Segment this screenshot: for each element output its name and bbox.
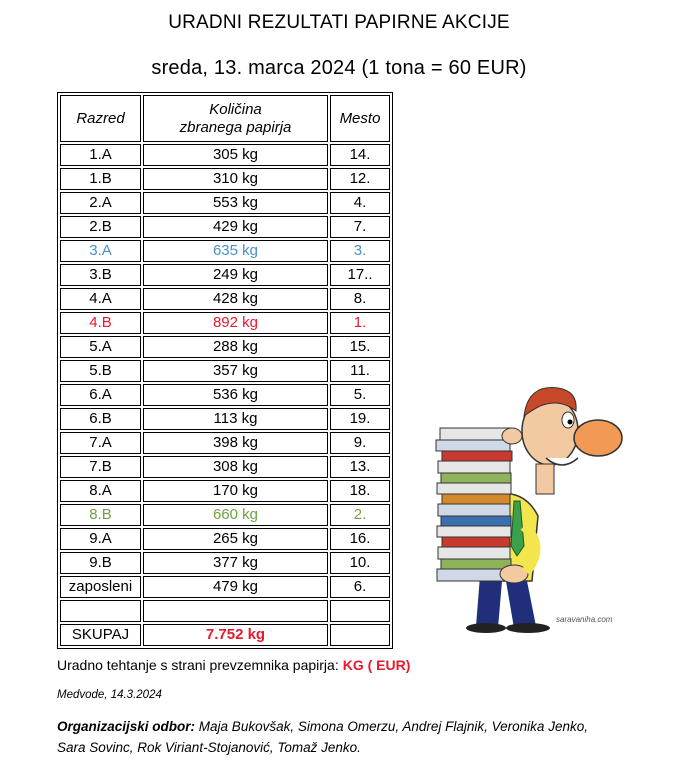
page-subtitle: sreda, 13. marca 2024 (1 tona = 60 EUR) [151,57,527,79]
cell-amount: 377 kg [143,552,328,574]
cell-place: 1. [330,312,390,334]
cell-class: 2.A [60,192,141,214]
empty-cell [143,600,328,622]
cell-place: 5. [330,384,390,406]
cartoon-watermark: saravaniha.com [556,615,613,624]
date-line: Medvode, 14.3.2024 [57,689,162,701]
cell-place: 10. [330,552,390,574]
header-place: Mesto [330,95,390,142]
cell-amount: 660 kg [143,504,328,526]
table-header-row [60,95,390,142]
cell-amount: 635 kg [143,240,328,262]
cell-place: 9. [330,432,390,454]
note-text: Uradno tehtanje s strani prevzemnika papirja: [57,657,339,673]
organizing-committee [57,716,617,758]
cell-class: 7.A [60,432,141,454]
table-row [60,480,390,502]
table-row [60,408,390,430]
cell-place: 16. [330,528,390,550]
empty-cell [330,600,390,622]
table-row [60,288,390,310]
table-row [60,144,390,166]
table-row [60,168,390,190]
man-carrying-papers-illustration [428,376,630,634]
cell-place: 7. [330,216,390,238]
cell-place: 2. [330,504,390,526]
official-weighing-note [57,657,410,673]
cell-class: 7.B [60,456,141,478]
cell-amount: 170 kg [143,480,328,502]
table-empty-row [60,600,390,622]
cell-amount: 429 kg [143,216,328,238]
cell-amount: 357 kg [143,360,328,382]
table-row [60,216,390,238]
cell-place: 4. [330,192,390,214]
cell-amount: 265 kg [143,528,328,550]
table-row [60,312,390,334]
cell-amount: 310 kg [143,168,328,190]
cell-amount: 288 kg [143,336,328,358]
cell-place: 12. [330,168,390,190]
table-row [60,456,390,478]
table-row [60,336,390,358]
table-row [60,552,390,574]
cell-class: 9.B [60,552,141,574]
committee-members: Maja Bukovšak, Simona Omerzu, Andrej Flajnik, Veronika Jenko, Sara Sovinc, Rok Viriant-Stojanović, Tomaž Jenko. [57,719,588,755]
header-amount [143,95,328,142]
cell-place: 14. [330,144,390,166]
cell-place: 15. [330,336,390,358]
cell-class: 5.B [60,360,141,382]
cell-place: 8. [330,288,390,310]
table-row [60,384,390,406]
page-title: URADNI REZULTATI PAPIRNE AKCIJE [168,12,510,33]
cell-amount: 308 kg [143,456,328,478]
cell-class: 3.B [60,264,141,286]
table-row [60,192,390,214]
cell-class: 1.A [60,144,141,166]
cell-class: 3.A [60,240,141,262]
cell-place: 19. [330,408,390,430]
cell-class: 4.A [60,288,141,310]
cell-class: 1.B [60,168,141,190]
table-row [60,504,390,526]
header-class: Razred [60,95,141,142]
cell-class: 4.B [60,312,141,334]
cell-amount: 305 kg [143,144,328,166]
empty-cell [60,600,141,622]
total-label: SKUPAJ [60,624,141,646]
cell-amount: 428 kg [143,288,328,310]
note-unit: KG ( EUR) [342,657,411,673]
cell-class: 2.B [60,216,141,238]
cell-amount: 398 kg [143,432,328,454]
cell-amount: 892 kg [143,312,328,334]
table-row [60,528,390,550]
table-row [60,240,390,262]
cell-amount: 249 kg [143,264,328,286]
cell-class: 6.B [60,408,141,430]
cell-class: 8.A [60,480,141,502]
cell-place: 3. [330,240,390,262]
table-total-row [60,624,390,646]
header-amount-line2: zbranega papirja [179,118,292,136]
total-value: 7.752 kg [143,624,328,646]
cell-place: 18. [330,480,390,502]
table-row [60,360,390,382]
table-row [60,264,390,286]
table-row [60,432,390,454]
cell-class: 5.A [60,336,141,358]
cell-amount: 479 kg [143,576,328,598]
cell-place: 13. [330,456,390,478]
cell-amount: 536 kg [143,384,328,406]
cell-amount: 553 kg [143,192,328,214]
cell-class: 8.B [60,504,141,526]
cell-class: 6.A [60,384,141,406]
cell-place: 17.. [330,264,390,286]
committee-label: Organizacijski odbor: [57,719,196,734]
empty-cell [330,624,390,646]
cell-place: 11. [330,360,390,382]
cell-class: 9.A [60,528,141,550]
header-amount-line1: Količina [209,100,262,118]
cell-amount: 113 kg [143,408,328,430]
results-table [57,92,393,649]
cell-class: zaposleni [60,576,141,598]
table-row [60,576,390,598]
cell-place: 6. [330,576,390,598]
